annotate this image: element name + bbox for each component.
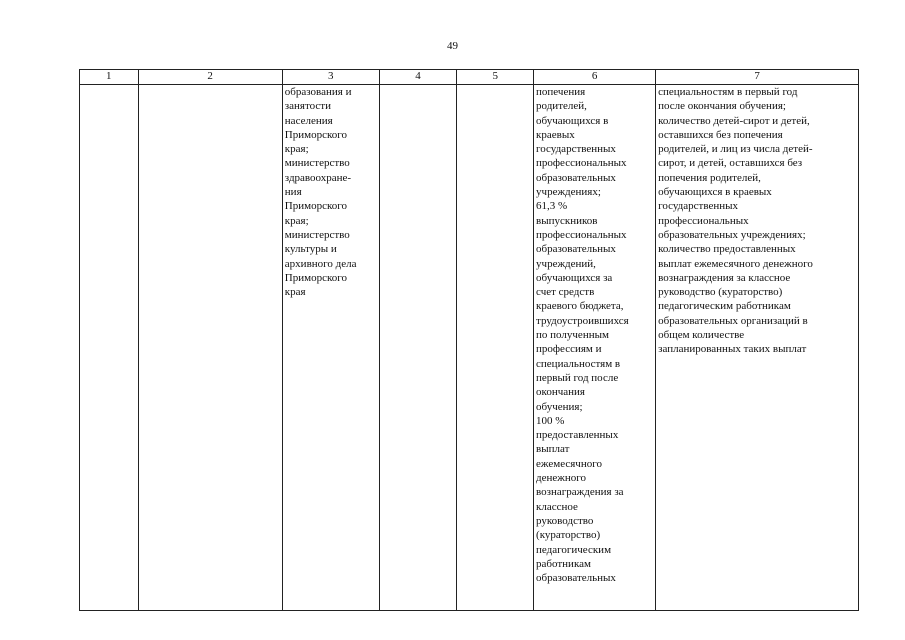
cell-col4 xyxy=(379,85,457,611)
column-header-4: 4 xyxy=(379,70,457,85)
cell-text-line: обучающихся в краевых xyxy=(658,186,772,199)
cell-text-line: количество детей-сирот и детей, xyxy=(658,114,810,127)
column-header-6: 6 xyxy=(534,70,656,85)
cell-text-line: выпускников xyxy=(536,214,598,227)
cell-text-line: работникам xyxy=(536,557,591,570)
cell-text-line: края; xyxy=(284,143,309,156)
cell-text-line: выплат xyxy=(536,443,570,456)
cell-text-line: 100 % xyxy=(536,414,565,427)
cell-text-line: специальностям в xyxy=(536,357,621,370)
cell-text-line: счет средств xyxy=(536,286,595,299)
cell-target-values xyxy=(534,85,656,611)
cell-text-line: профессиональных xyxy=(536,157,627,170)
cell-text-line: краевых xyxy=(536,128,575,141)
cell-text-line: обучающихся в xyxy=(536,114,609,127)
cell-text-line: профессиональных xyxy=(536,228,627,241)
cell-text-line: ния xyxy=(284,186,302,199)
cell-text-line: выплат ежемесячного денежного xyxy=(658,257,813,270)
cell-text-line: профессиям и xyxy=(536,343,602,356)
cell-text-line: трудоустроившихся xyxy=(536,314,629,327)
cell-text-line: (кураторство) xyxy=(536,529,601,542)
cell-text-line: предоставленных xyxy=(536,429,619,442)
cell-text-line: министерство xyxy=(284,157,350,170)
cell-text-line: вознаграждения за классное xyxy=(658,271,791,284)
cell-text-line: количество предоставленных xyxy=(658,243,796,256)
cell-text-line: государственных xyxy=(658,200,739,213)
cell-text-line: образовательных xyxy=(536,243,616,256)
cell-col1 xyxy=(80,85,139,611)
page-number: 49 xyxy=(447,40,458,52)
cell-text-line: ежемесячного xyxy=(536,457,602,470)
cell-text-line: первый год после xyxy=(536,371,619,384)
cell-text-line: обучающихся за xyxy=(536,271,613,284)
cell-text-line: образования и xyxy=(284,86,352,98)
column-header-7: 7 xyxy=(656,70,859,85)
cell-text-line: попечения xyxy=(536,86,586,98)
cell-text-line: попечения родителей, xyxy=(658,171,761,184)
document-table xyxy=(79,69,859,611)
cell-text-line: педагогическим работникам xyxy=(658,300,791,313)
cell-text-line: государственных xyxy=(536,143,616,156)
cell-text-line: после окончания обучения; xyxy=(658,100,786,113)
cell-text-line: сирот, и детей, оставшихся без xyxy=(658,157,803,170)
cell-indicators xyxy=(656,85,859,611)
cell-text-line: классное xyxy=(536,500,578,513)
column-header-2: 2 xyxy=(138,70,282,85)
cell-text-line: вознаграждения за xyxy=(536,486,624,499)
cell-text-line: образовательных учреждениях; xyxy=(658,228,806,241)
column-header-1: 1 xyxy=(80,70,139,85)
cell-text-line: оставшихся без попечения xyxy=(658,128,783,141)
cell-text-line: Приморского xyxy=(284,200,347,213)
cell-text-line: Приморского xyxy=(284,271,347,284)
cell-text-line: учреждений, xyxy=(536,257,596,270)
column-header-5: 5 xyxy=(457,70,534,85)
cell-text-line: занятости xyxy=(284,100,331,113)
cell-text-line: образовательных организаций в xyxy=(658,314,808,327)
cell-responsible-bodies xyxy=(282,85,379,611)
cell-col2 xyxy=(138,85,282,611)
cell-text-line: архивного дела xyxy=(284,257,357,270)
cell-text-line: окончания xyxy=(536,386,585,399)
column-header-3: 3 xyxy=(282,70,379,85)
cell-text-line: профессиональных xyxy=(658,214,749,227)
cell-text-line: обучения; xyxy=(536,400,583,413)
cell-text-line: родителей, и лиц из числа детей- xyxy=(658,143,813,156)
cell-text-line: образовательных xyxy=(536,171,616,184)
cell-text-line: учреждениях; xyxy=(536,186,601,199)
cell-text-line: запланированных таких выплат xyxy=(658,343,807,356)
cell-text-line: здравоохране- xyxy=(284,171,352,184)
cell-text-line: общем количестве xyxy=(658,329,745,342)
cell-text-line: Приморского xyxy=(284,128,347,141)
cell-text-line: края xyxy=(284,286,306,299)
cell-col5 xyxy=(457,85,534,611)
cell-text-line: образовательных xyxy=(536,572,616,585)
table-row xyxy=(80,85,859,611)
cell-text-line: краевого бюджета, xyxy=(536,300,624,313)
cell-text-line: населения xyxy=(284,114,333,127)
cell-text-line: по полученным xyxy=(536,329,609,342)
cell-text-line: культуры и xyxy=(284,243,337,256)
table-header-row xyxy=(80,70,859,85)
cell-text-line: министерство xyxy=(284,228,350,241)
cell-text-line: родителей, xyxy=(536,100,587,113)
cell-text-line: специальностям в первый год xyxy=(658,86,798,98)
cell-text-line: края; xyxy=(284,214,309,227)
cell-text-line: руководство xyxy=(536,514,594,527)
cell-text-line: руководство (кураторство) xyxy=(658,286,783,299)
cell-text-line: 61,3 % xyxy=(536,200,568,213)
cell-text-line: денежного xyxy=(536,472,587,485)
cell-text-line: педагогическим xyxy=(536,543,612,556)
